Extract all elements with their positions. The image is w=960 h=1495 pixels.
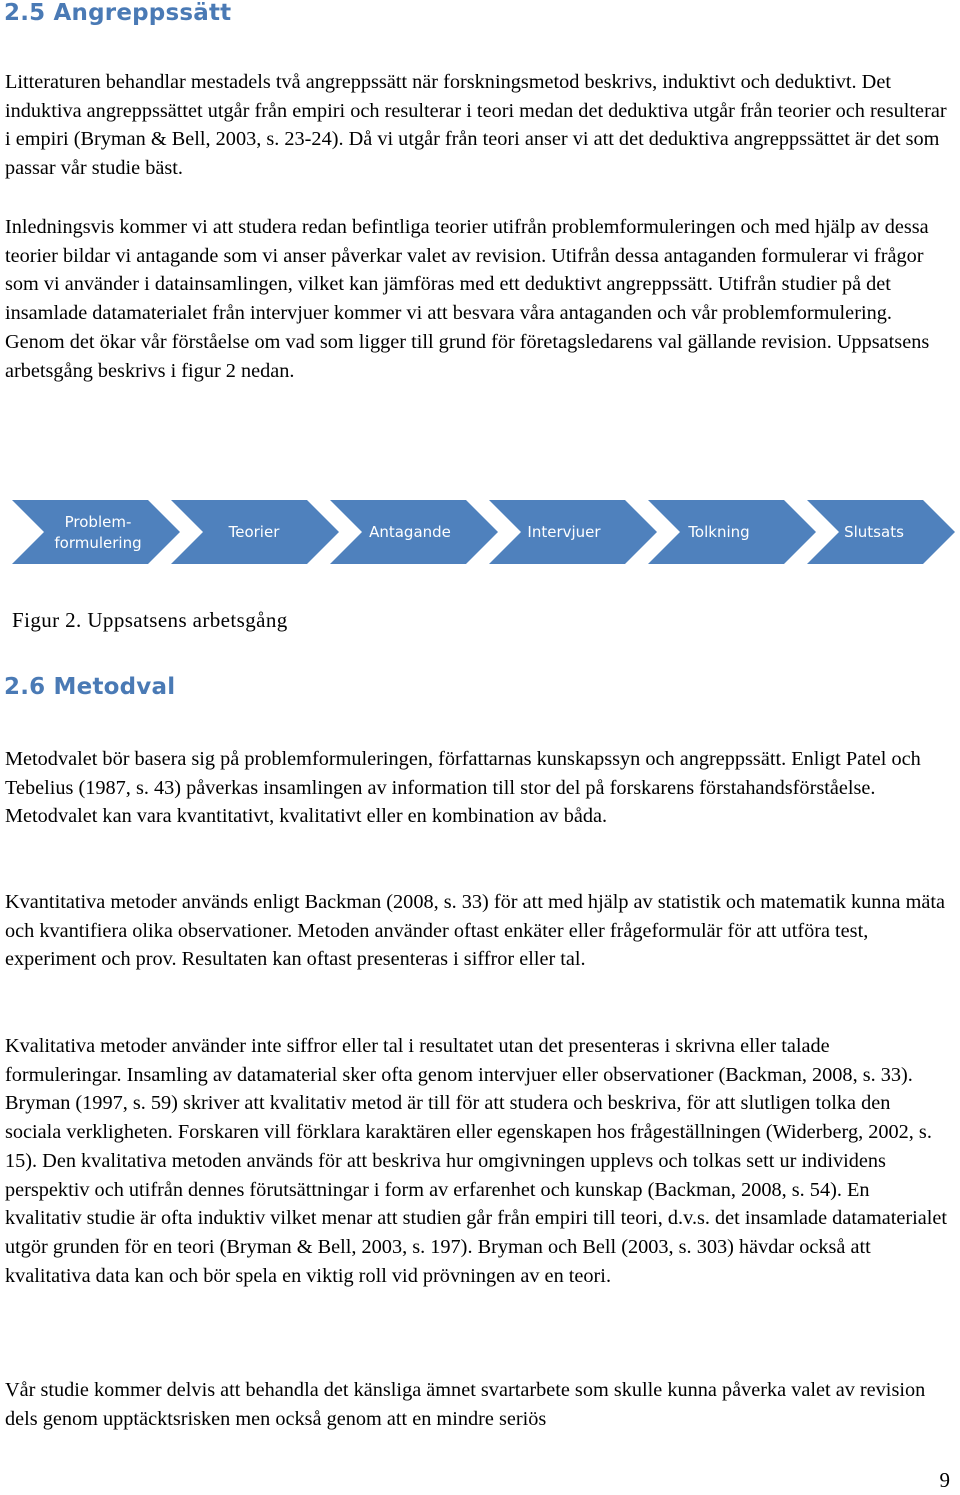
flow-step-intervjuer xyxy=(489,500,657,564)
process-flow-diagram xyxy=(0,497,960,567)
flow-step-antagande xyxy=(330,500,498,564)
page-number: 9 xyxy=(939,1468,950,1492)
section-heading-angreppssatt: 2.5 Angreppssätt xyxy=(4,0,232,26)
paragraph-kvantitativa: Kvantitativa metoder används enligt Backman (2008, s. 33) för att med hjälp av statistik och matematik kunna mäta och kvantifiera olika observationer. Metoden använder oftast enkäter eller frågeformulär för att utföra test, experiment och prov. Resultaten kan oftast presenteras i siffror eller tal. xyxy=(5,891,946,971)
flow-step-tolkning xyxy=(648,500,816,564)
flow-step-teorier xyxy=(171,500,339,564)
flow-step-label: formulering xyxy=(54,534,142,552)
flow-step-label: Teorier xyxy=(228,523,280,541)
section-heading-metodval: 2.6 Metodval xyxy=(4,674,176,700)
flow-step-problemformulering xyxy=(12,500,180,564)
figure-caption: Figur 2. Uppsatsens arbetsgång xyxy=(12,608,288,632)
flow-step-label: Tolkning xyxy=(688,523,750,541)
flow-step-label: Slutsats xyxy=(844,523,904,541)
flow-step-slutsats xyxy=(807,500,955,564)
flow-step-label: Antagande xyxy=(369,523,451,541)
paragraph-var-studie: Vår studie kommer delvis att behandla det känsliga ämnet svartarbete som skulle kunna påverka valet av revision dels genom upptäcktsrisken men också genom att en mindre seriös xyxy=(5,1379,926,1430)
paragraph-angreppssatt: Litteraturen behandlar mestadels två angreppssätt när forskningsmetod beskrivs, induktivt och deduktivt. Det induktiva angreppssättet utgår från empiri och resulterar i teori medan det deduktiva utgår från teorier och resulterar i empiri (Bryman & Bell, 2003, s. 23-24). Då vi utgår från teori anser vi att det deduktiva angreppssättet är det som passar vår studie bäst. xyxy=(5,71,947,180)
flow-step-label: Intervjuer xyxy=(527,523,601,541)
flow-step-label: Problem- xyxy=(64,513,132,531)
paragraph-inledningsvis: Inledningsvis kommer vi att studera redan befintliga teorier utifrån problemformuleringen och med hjälp av dessa teorier bildar vi antagande som vi anser påverkar valet av revision. Utifrån dessa antaganden formulerar vi frågor som vi använder i datainsamlingen, vilket kan jämföras med ett deduktivt angreppssätt. Utifrån studier på det insamlade datamaterialet från intervjuer kommer vi att besvara våra antaganden och vår problemformulering. Genom det ökar vår förståelse om vad som ligger till grund för företagsledarens val gällande revision. Uppsatsens arbetsgång beskrivs i figur 2 nedan. xyxy=(5,216,930,382)
paragraph-metodval: Metodvalet bör basera sig på problemformuleringen, författarnas kunskapssyn och angreppssätt. Enligt Patel och Tebelius (1987, s. 43) påverkas insamlingen av information till stor del på forskarens förstahandsförståelse. Metodvalet kan vara kvantitativt, kvalitativt eller en kombination av båda. xyxy=(5,748,921,828)
paragraph-kvalitativa: Kvalitativa metoder använder inte siffror eller tal i resultatet utan det presenteras i skrivna eller talade formuleringar. Insamling av datamaterial sker ofta genom intervjuer eller observationer (Backman, 2008, s. 33). Bryman (1997, s. 59) skriver att kvalitativ metod är till för att studera och beskriva, för att slutligen tolka den sociala verkligheten. Forskaren vill förklara karaktären eller egenskapen hos frågeställningen (Widerberg, 2002, s. 15). Den kvalitativa metoden används för att beskriva hur omgivningen upplevs och tolkas sett ur individens perspektiv och utifrån dennes förutsättningar i form av erfarenhet och kunskap (Backman, 2008, s. 54). En kvalitativ studie är ofta induktiv vilket menar att studien går från empiri till teori, d.v.s. det insamlade datamaterialet utgör grunden för en teori (Bryman & Bell, 2003, s. 197). Bryman och Bell (2003, s. 303) hävdar också att kvalitativa data kan och bör spela en viktig roll vid prövningen av en teori. xyxy=(5,1035,948,1287)
